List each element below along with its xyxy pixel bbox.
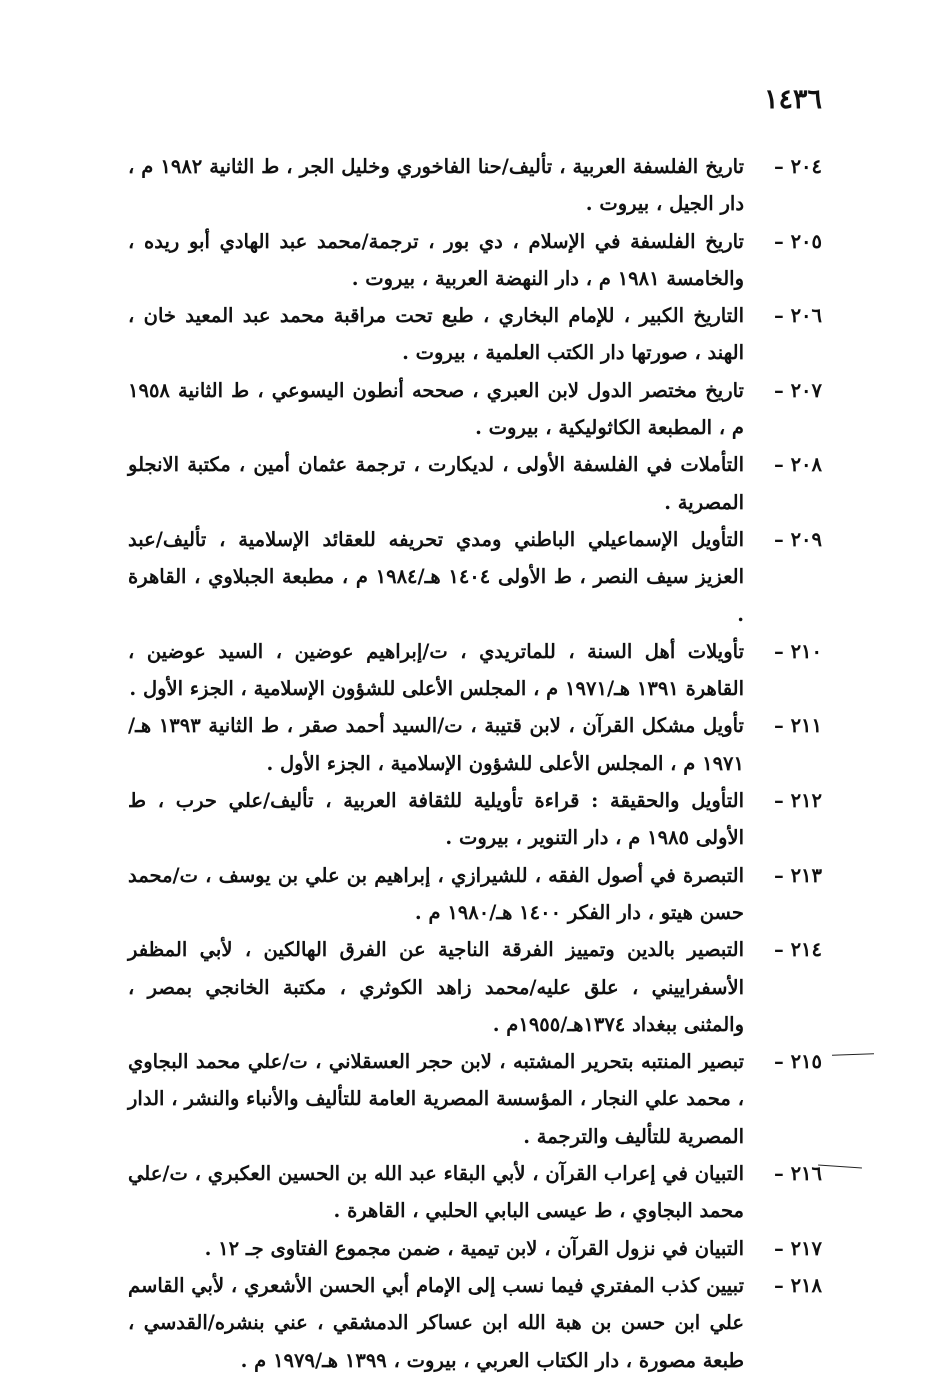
entry-text: التبيان في إعراب القرآن ، لأبي البقاء عبد الله بن الحسين العكبري ، ت/علي محمد البجاوي ، ط عيسى البابي الحلبي ، القاهرة . xyxy=(128,1162,744,1223)
bibliography-entry xyxy=(128,857,822,932)
entry-text: التأويل الإسماعيلي الباطني ومدي تحريفه للعقائد الإسلامية ، تأليف/عبد العزيز سيف النصر ، ط الأولى ١٤٠٤ هـ/١٩٨٤ م ، مطبعة الجبلاوي ، القاهرة . xyxy=(128,527,744,626)
bibliography-entry xyxy=(128,446,822,521)
entry-number: ٢١٥ – xyxy=(774,1050,822,1074)
bibliography-entry xyxy=(128,1230,822,1267)
bibliography-entry xyxy=(128,1043,822,1155)
entry-text: التاريخ الكبير ، للإمام البخاري ، طبع تحت مراقبة محمد عبد المعيد خان ، الهند ، صورتها دار الكتب العلمية ، بيروت . xyxy=(128,304,744,365)
entry-number: ٢٠٨ – xyxy=(774,453,822,477)
bibliography-entry xyxy=(128,1267,822,1379)
bibliography-entry xyxy=(128,633,822,708)
bibliography-entry xyxy=(128,148,822,223)
entry-text: تأويل مشكل القرآن ، لابن قتيبة ، ت/السيد أحمد صقر ، ط الثانية ١٣٩٣ هـ/١٩٧١ م ، المجلس الأعلى للشؤون الإسلامية ، الجزء الأول . xyxy=(128,714,744,775)
page-number: ١٤٣٦ xyxy=(763,84,822,115)
bibliography-entry xyxy=(128,521,822,633)
bibliography-list xyxy=(128,148,822,1379)
entry-text: التبصير بالدين وتمييز الفرقة الناجية عن الفرق الهالكين ، لأبي المظفر الأسفراييني ، علق عليه/محمد زاهد الكوثري ، مكتبة الخانجي بمصر ، والمثنى ببغداد ١٣٧٤هـ/١٩٥٥م . xyxy=(128,938,744,1036)
entry-text: تاريخ الفلسفة في الإسلام ، دي بور ، ترجمة/محمد عبد الهادي أبو ريده ، والخامسة ١٩٨١ م ، دار النهضة العربية ، بيروت . xyxy=(128,229,744,290)
entry-text: تأويلات أهل السنة ، للماتريدي ، ت/إبراهيم عوضين ، السيد عوضين ، القاهرة ١٣٩١ هـ/١٩٧١ م ، المجلس الأعلى للشؤون الإسلامية ، الجزء الأول . xyxy=(128,639,744,701)
entry-number: ٢١٤ – xyxy=(774,938,822,962)
entry-number: ٢٠٤ – xyxy=(774,155,822,178)
entry-number: ٢١١ – xyxy=(774,714,822,738)
bibliography-entry xyxy=(128,931,822,1043)
entry-text: تبصير المنتبه بتحرير المشتبه ، لابن حجر العسقلاني ، ت/علي محمد البجاوي ، محمد علي النجار ، المؤسسة المصرية العامة للتأليف والأنباء والنشر ، الدار المصرية للتأليف والترجمة . xyxy=(128,1050,744,1148)
bibliography-entry xyxy=(128,372,822,447)
entry-number: ٢١٣ – xyxy=(774,863,822,887)
margin-mark xyxy=(832,1053,874,1055)
entry-number: ٢٠٥ – xyxy=(774,229,822,253)
entry-text: التأويل والحقيقة : قراءة تأويلية للثقافة العربية ، تأليف/علي حرب ، ط الأولى ١٩٨٥ م ، دار التنوير ، بيروت . xyxy=(128,789,744,850)
entry-number: ٢١٨ – xyxy=(774,1273,822,1297)
entry-text: تبيين كذب المفتري فيما نسب إلى الإمام أبي الحسن الأشعري ، لأبي القاسم علي ابن حسن بن هبة الله ابن عساكر الدمشقي ، عني بنشره/القدسي ، طبعة مصورة ، دار الكتاب العربي ، بيروت ، ١٣٩٩ هـ/١٩٧٩ م . xyxy=(128,1273,744,1372)
entry-number: ٢٠٧ – xyxy=(774,378,822,402)
bibliography-entry xyxy=(128,707,822,782)
entry-number: ٢٠٩ – xyxy=(774,527,822,551)
entry-number: ٢١٧ – xyxy=(774,1236,822,1260)
bibliography-entry xyxy=(128,223,822,298)
entry-text: التأملات في الفلسفة الأولى ، لديكارت ، ترجمة عثمان أمين ، مكتبة الانجلو المصرية . xyxy=(128,453,744,514)
bibliography-entry xyxy=(128,1155,822,1230)
entry-text: التبصرة في أصول الفقه ، للشيرازي ، إبراهيم بن علي بن يوسف ، ت/محمد حسن هيتو ، دار الفكر ١٤٠٠ هـ/١٩٨٠ م . xyxy=(128,863,744,924)
entry-number: ٢٠٦ – xyxy=(774,304,822,328)
margin-mark xyxy=(818,1164,862,1168)
entry-text: تاريخ الفلسفة العربية ، تأليف/حنا الفاخوري وخليل الجر ، ط الثانية ١٩٨٢ م ، دار الجيل ، بيروت . xyxy=(128,155,744,216)
bibliography-entry xyxy=(128,782,822,857)
entry-number: ٢١٠ – xyxy=(774,639,822,663)
entry-text: التبيان في نزول القرآن ، لابن تيمية ، ضمن مجموع الفتاوى جـ ١٢ . xyxy=(204,1236,744,1260)
entry-number: ٢١٦ – xyxy=(774,1162,822,1186)
entry-text: تاريخ مختصر الدول لابن العبري ، صححه أنطون اليسوعي ، ط الثانية ١٩٥٨ م ، المطبعة الكاثوليكية ، بيروت . xyxy=(128,378,744,440)
entry-number: ٢١٢ – xyxy=(774,789,822,813)
bibliography-entry xyxy=(128,297,822,372)
